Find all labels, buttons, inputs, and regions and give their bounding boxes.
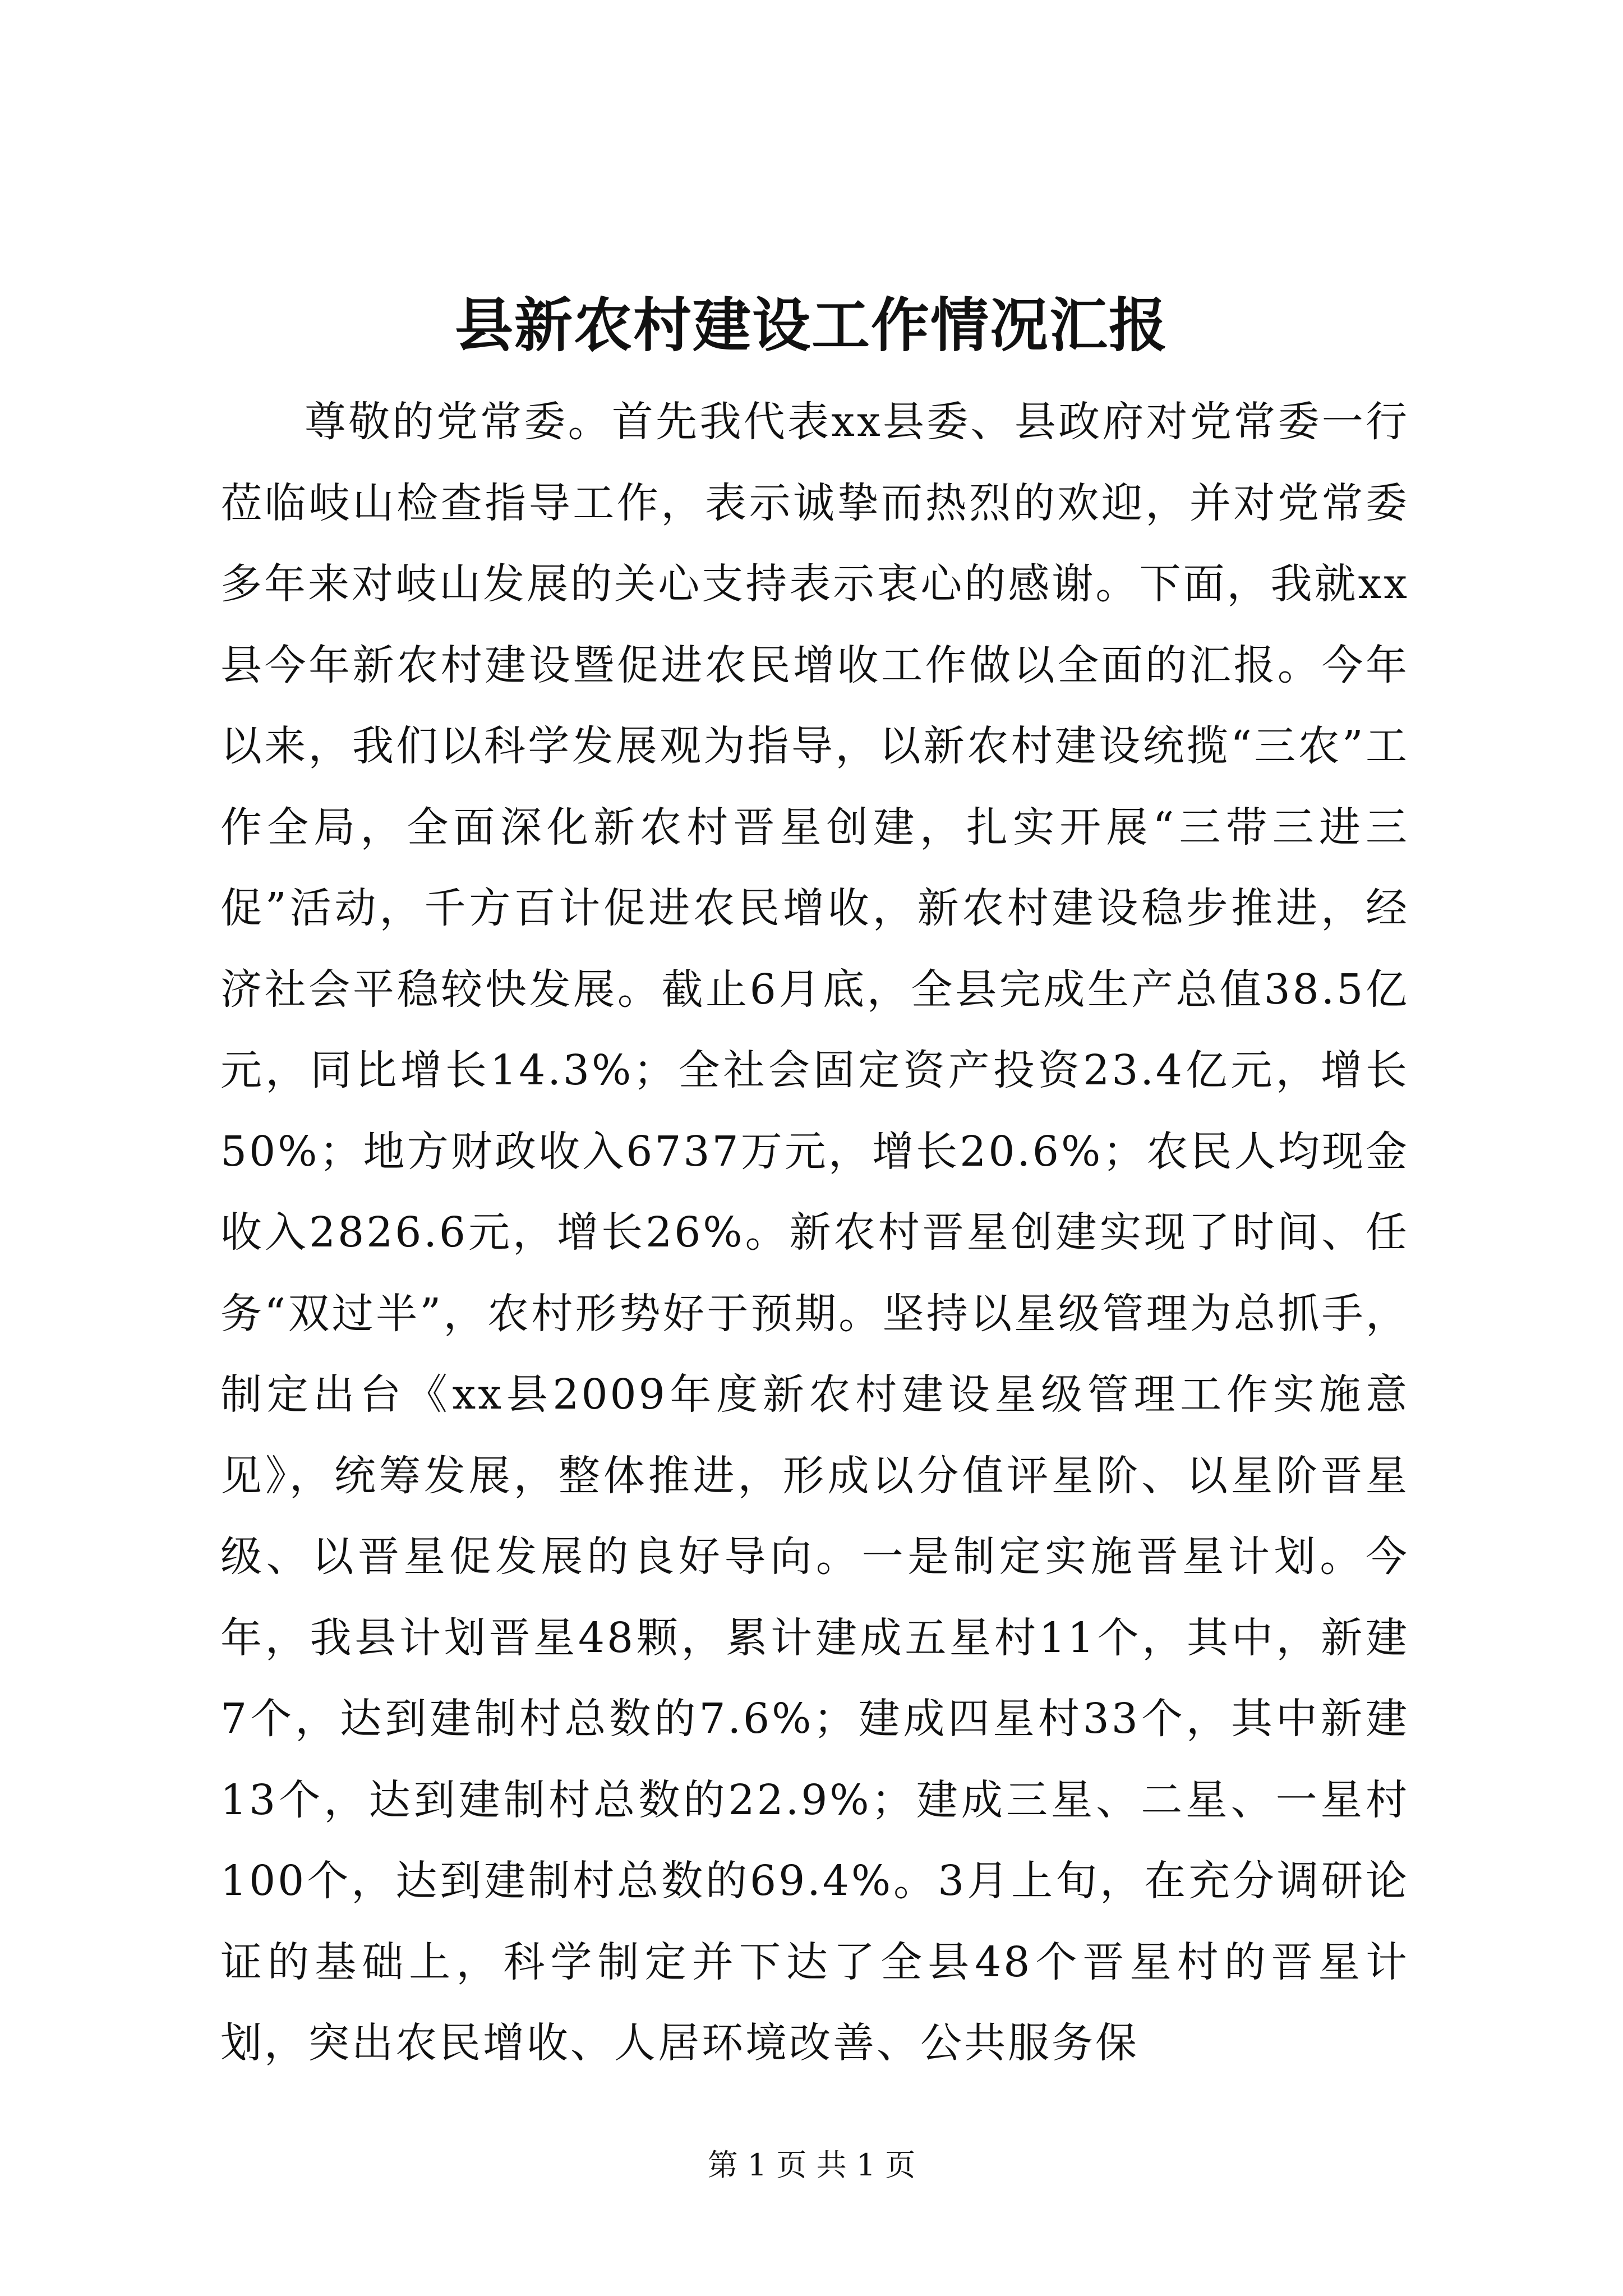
page-footer: 第 1 页 共 1 页 bbox=[707, 2147, 916, 2183]
document-body-paragraph: 尊敬的党常委。首先我代表xx县委、县政府对党常委一行莅临岐山检查指导工作，表示诚挚而热烈的欢迎，并对党常委多年来对岐山发展的关心支持表示衷心的感谢。下面，我就xx县今年新农村建设暨促进农民增收工作做以全面的汇报。今年以来，我们以科学发展观为指导，以新农村建设统揽“三农”工作全局，全面深化新农村晋星创建，扎实开展“三带三进三促”活动，千方百计促进农民增收，新农村建设稳步推进，经济社会平稳较快发展。截止6月底，全县完成生产总值38.5亿元，同比增长14.3%；全社会固定资产投资23.4亿元，增长50%；地方财政收入6737万元，增长20.6%；农民人均现金收入2826.6元，增长26%。新农村晋星创建实现了时间、任务“双过半”，农村形势好于预期。坚持以星级管理为总抓手，制定出台《xx县2009年度新农村建设星级管理工作实施意见》，统筹发展，整体推进，形成以分值评星阶、以星阶晋星级、以晋星促发展的良好导向。一是制定实施晋星计划。今年，我县计划晋星48颗，累计建成五星村11个，其中，新建7个，达到建制村总数的7.6%；建成四星村33个，其中新建13个，达到建制村总数的22.9%；建成三星、二星、一星村100个，达到建制村总数的69.4%。3月上旬，在充分调研论证的基础上，科学制定并下达了全县48个晋星村的晋星计划，突出农民增收、人居环境改善、公共服务保 bbox=[220, 398, 1409, 2067]
document-title: 县新农村建设工作情况汇报 bbox=[454, 291, 1168, 360]
